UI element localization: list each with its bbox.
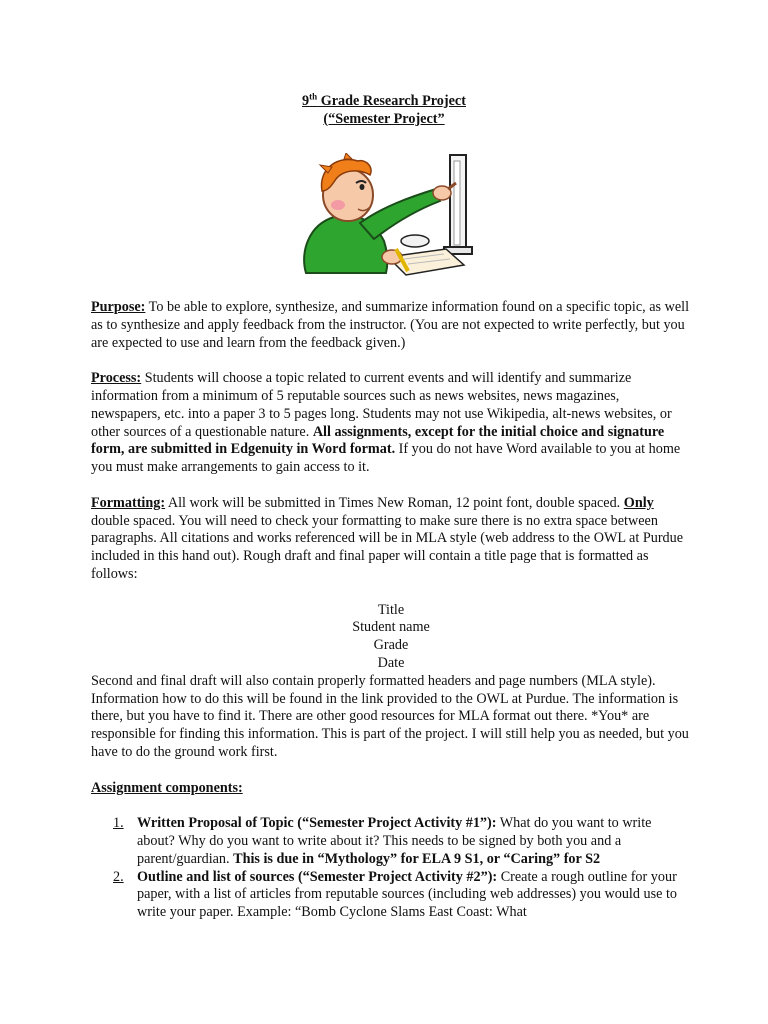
formatting-text-2: double spaced. You will need to check your formatting to make sure there is no extra space between paragraphs. All citations and works referenced will be in MLA style (web address to the OWL at Purdue included in this hand out). Rough draft and final paper will contain a title page that is formatted as follows: — [91, 512, 684, 582]
formatting-after-paragraph: Second and final draft will also contain properly formatted headers and page numbers (MLA style). Information how to do this will be found in the link provided to the OWL at Purdue. The information is there, but you have to find it. There are other good resources for MLA format out there. *You* are responsible for finding this information. This is part of the project. I will still help you as needed, but you have to do the ground work first. — [91, 672, 689, 760]
title-line-1 — [0, 93, 768, 111]
formatting-heading: Formatting: — [91, 494, 166, 511]
purpose-heading: Purpose: — [91, 299, 146, 315]
process-text: Students will choose a topic related to current events and will identify and summarize information from a minimum of 5 reputable sources such as news websites, news magazines, newspapers, etc. into a paper 3 to 5 pages long. Students may not use Wikipedia, alt-news websites, or other sources of a questionable nature. — [91, 370, 672, 440]
student-at-computer-clipart — [296, 153, 476, 277]
document-body — [91, 299, 691, 922]
purpose-text: To be able to explore, synthesize, and summarize information found on a specific topic, as well as to synthesize and apply feedback from the instructor. (You are not expected to write perfectly, but you are expected to use and learn from the feedback given.) — [91, 299, 690, 351]
list-item — [91, 869, 691, 922]
list-item-number: 2. — [113, 868, 124, 885]
formatting-text-1: All work will be submitted in Times New Roman, 12 point font, double spaced. — [165, 494, 624, 511]
list-item-text: Create a rough outline for your paper, with a list of articles from reputable sources (including web addresses) you would use to write your paper. Example: “Bomb Cyclone Slams East Coast: What — [137, 868, 677, 921]
purpose-paragraph — [91, 299, 691, 352]
title-text: Grade Research Project — [317, 93, 466, 109]
title-line-2: (“Semester Project” — [323, 110, 445, 127]
title-grade-number: 9 — [302, 93, 310, 109]
title-page-format — [91, 602, 691, 673]
components-list — [91, 815, 691, 922]
title-page-line: Student name — [352, 619, 430, 636]
title-page-line: Grade — [373, 637, 409, 654]
list-item-text: What do you want to write about? Why do you want to write about it? This needs to be signed by both you and a parent/guardian. — [137, 815, 652, 867]
formatting-paragraph — [91, 495, 691, 584]
process-text-2: If you do not have Word available to you at home you must make arrangements to gain access to it. — [91, 441, 681, 476]
list-item-title: Written Proposal of Topic (“Semester Project Activity #1”): — [137, 815, 497, 832]
components-heading: Assignment components: — [91, 779, 243, 796]
list-item — [91, 815, 691, 868]
title-page-line: Title — [377, 601, 405, 618]
process-heading: Process: — [91, 370, 142, 387]
formatting-only-emphasis: Only — [623, 494, 654, 511]
title-page-line: Date — [377, 654, 405, 671]
list-item-title: Outline and list of sources (“Semester Project Activity #2”): — [137, 868, 498, 885]
process-bold-note: All assignments, except for the initial choice and signature form, are submitted in Edgenuity in Word format. — [91, 423, 665, 458]
list-item-due-note: This is due in “Mythology” for ELA 9 S1, or “Caring” for S2 — [233, 850, 601, 867]
title-grade-suffix: th — [309, 91, 318, 102]
process-paragraph — [91, 370, 691, 477]
list-item-number: 1. — [113, 815, 124, 832]
document-title — [0, 93, 768, 129]
